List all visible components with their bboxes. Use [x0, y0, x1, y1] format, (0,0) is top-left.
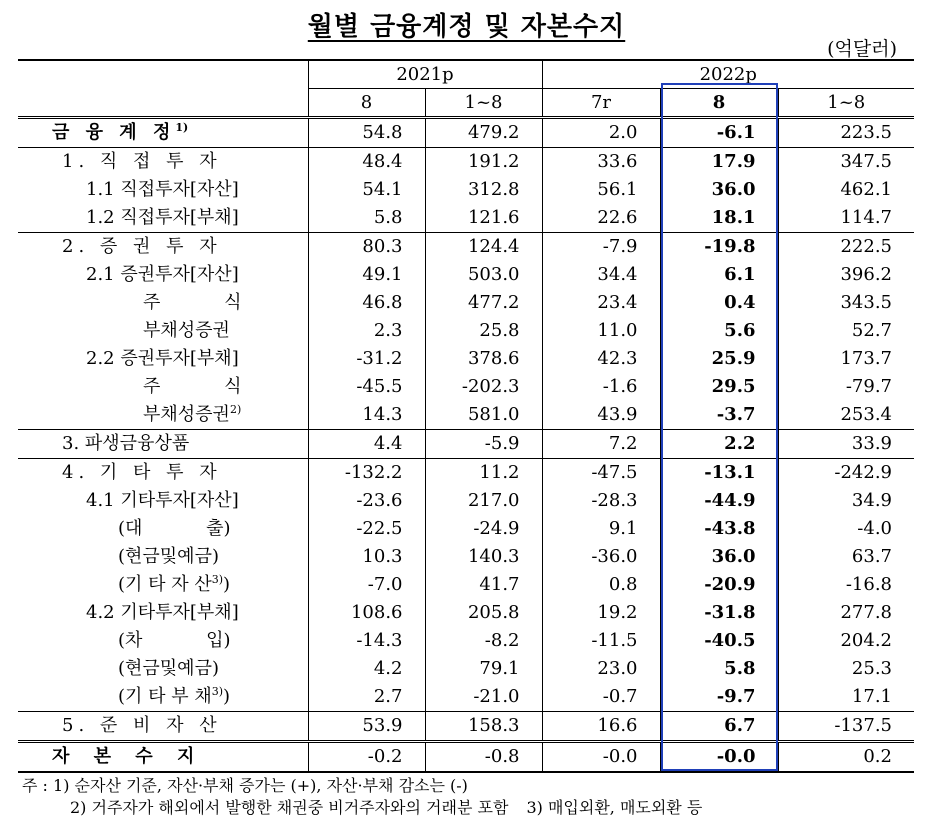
table-row: 금 융 계 정$^{1)}$ 54.8 479.2 2.0 -6.1 223.5 — [18, 118, 914, 148]
header-col: 8 — [308, 89, 425, 118]
financial-account-table — [18, 59, 914, 773]
header-col: 7r — [542, 89, 660, 118]
unit-label: (억달러) — [827, 38, 897, 60]
table-row: 2.2 증권투자[부채] -31.2 378.6 42.3 25.9 173.7 — [18, 345, 914, 373]
table-row: (차 입) -14.3 -8.2 -11.5 -40.5 204.2 — [18, 627, 914, 655]
table-row: 4. 기 타 투 자 -132.2 11.2 -47.5 -13.1 -242.9 — [18, 459, 914, 488]
table-row: (현금및예금) 4.2 79.1 23.0 5.8 25.3 — [18, 655, 914, 683]
footnote-2: 2) 거주자가 해외에서 발행한 채권중 비거주자와의 거래분 포함 3) 매입외환, 매도외환 등 — [70, 798, 703, 817]
table-row: 1.1 직접투자[자산] 54.1 312.8 56.1 36.0 462.1 — [18, 176, 914, 204]
table-row: 부채성증권 2.3 25.8 11.0 5.6 52.7 — [18, 317, 914, 345]
table-row: 1. 직 접 투 자 48.4 191.2 33.6 17.9 347.5 — [18, 148, 914, 177]
table-row: (대 출) -22.5 -24.9 9.1 -43.8 -4.0 — [18, 515, 914, 543]
header-col: 8 — [660, 89, 778, 118]
header-col: 1~8 — [778, 89, 914, 118]
table-row: 2. 증 권 투 자 80.3 124.4 -7.9 -19.8 222.5 — [18, 233, 914, 262]
table-row: 4.2 기타투자[부채] 108.6 205.8 19.2 -31.8 277.8 — [18, 599, 914, 627]
table-row: 자 본 수 지 -0.2 -0.8 -0.0 -0.0 0.2 — [18, 742, 914, 773]
table-row: 5. 준 비 자 산 53.9 158.3 16.6 6.7 -137.5 — [18, 712, 914, 742]
table-row: 1.2 직접투자[부채] 5.8 121.6 22.6 18.1 114.7 — [18, 204, 914, 233]
table-row: (기 타 부 채$^{3)}$) 2.7 -21.0 -0.7 -9.7 17.1 — [18, 683, 914, 712]
table-row: (기 타 자 산$^{3)}$) -7.0 41.7 0.8 -20.9 -16.8 — [18, 571, 914, 599]
table-row: 3. 파생금융상품 4.4 -5.9 7.2 2.2 33.9 — [18, 430, 914, 459]
header-col: 1~8 — [425, 89, 542, 118]
table-row: 주 식 46.8 477.2 23.4 0.4 343.5 — [18, 289, 914, 317]
page-title: 월별 금융계정 및 자본수지 — [307, 12, 626, 42]
table-row: 2.1 증권투자[자산] 49.1 503.0 34.4 6.1 396.2 — [18, 261, 914, 289]
header-year-2021: 2021p — [308, 60, 542, 89]
table-row: 주 식 -45.5 -202.3 -1.6 29.5 -79.7 — [18, 373, 914, 401]
footnotes — [22, 775, 922, 819]
footnote-1: 주 : 1) 순자산 기준, 자산·부채 증가는 (+), 자산·부채 감소는 (-) — [22, 776, 468, 795]
table-row: 부채성증권$^{2)}$ 14.3 581.0 43.9 -3.7 253.4 — [18, 401, 914, 430]
table-row: 4.1 기타투자[자산] -23.6 217.0 -28.3 -44.9 34.9 — [18, 487, 914, 515]
header-year-2022: 2022p — [542, 60, 914, 89]
table-row: (현금및예금) 10.3 140.3 -36.0 36.0 63.7 — [18, 543, 914, 571]
